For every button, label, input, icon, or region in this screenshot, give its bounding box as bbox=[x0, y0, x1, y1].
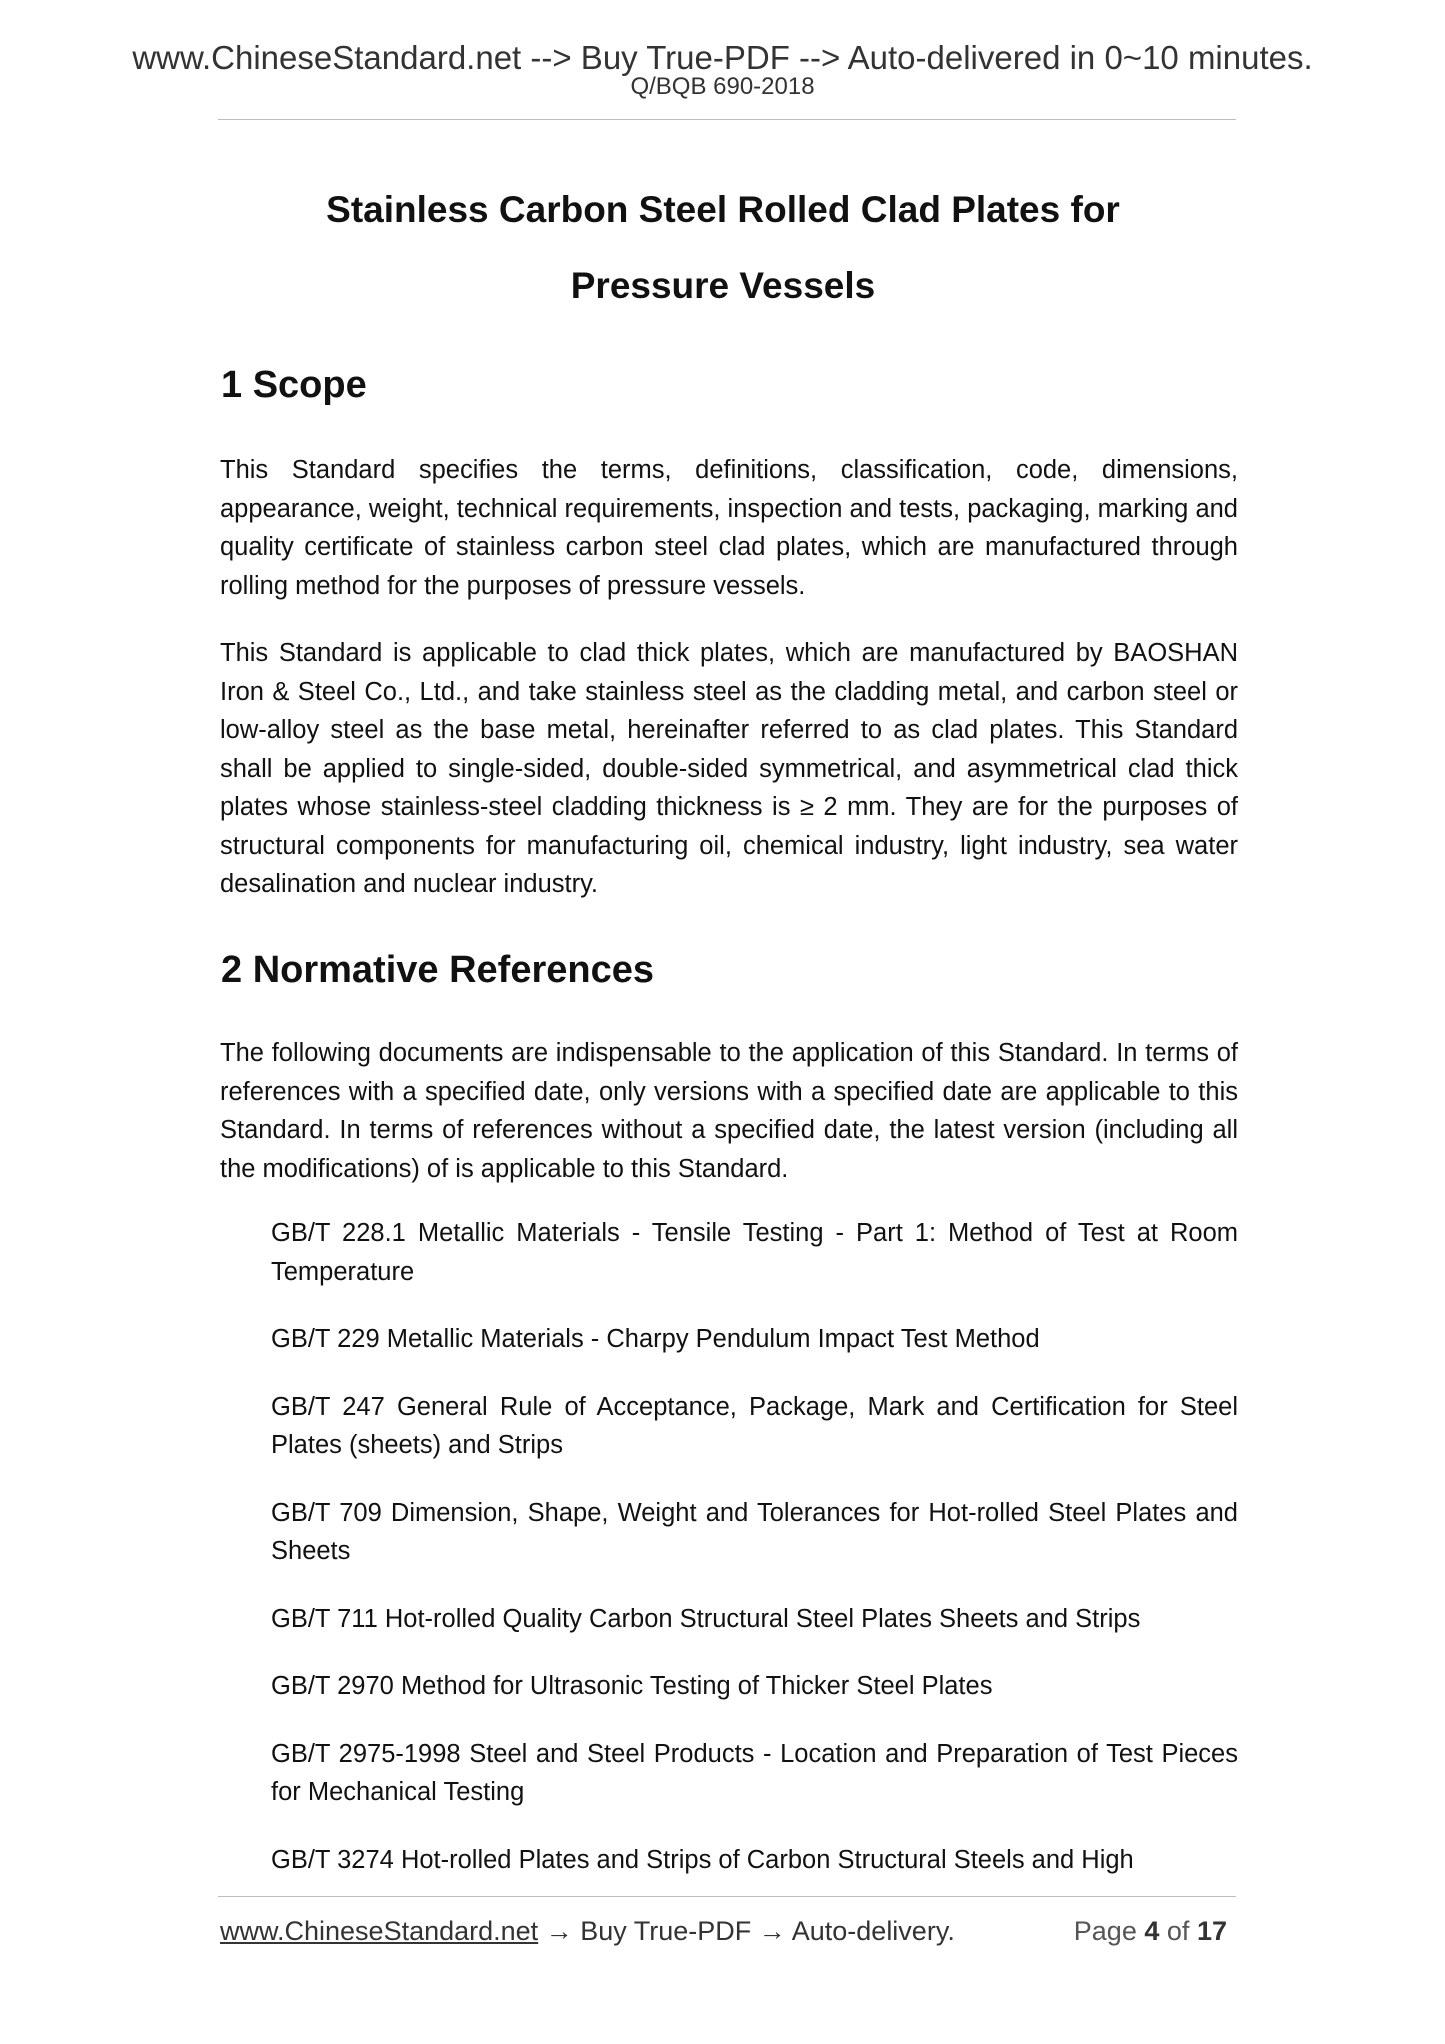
footer-divider bbox=[218, 1896, 1236, 1897]
document-code: Q/BQB 690-2018 bbox=[630, 73, 815, 100]
reference-item: GB/T 228.1 Metallic Materials - Tensile Testing - Part 1: Method of Test at Room Temperature bbox=[271, 1219, 1238, 1286]
reference-item: GB/T 711 Hot-rolled Quality Carbon Structural Steel Plates Sheets and Strips bbox=[271, 1604, 1141, 1633]
page-total: 17 bbox=[1196, 1916, 1227, 1946]
reference-item: GB/T 3274 Hot-rolled Plates and Strips of Carbon Structural Steels and High bbox=[271, 1845, 1134, 1874]
reference-item: GB/T 229 Metallic Materials - Charpy Pendulum Impact Test Method bbox=[271, 1325, 1040, 1353]
references-intro-paragraph: The following documents are indispensable to the application of this Standard. In terms of references with a specified date, only versions with a specified date are applicable to this Standard. In terms of references without a specified date, the latest version (including all the modifications) of is applicable to this Standard. bbox=[220, 1039, 1238, 1183]
title-line-2: Pressure Vessels bbox=[570, 265, 876, 306]
document-title bbox=[218, 172, 1228, 324]
footer-site-link[interactable]: www.ChineseStandard.net bbox=[220, 1916, 539, 1946]
reference-item: GB/T 247 General Rule of Acceptance, Package, Mark and Certification for Steel Plates (sheets) and Strips bbox=[271, 1392, 1238, 1459]
footer-promo-text: → Buy True-PDF → Auto-delivery. bbox=[538, 1916, 955, 1946]
page-of-label: of bbox=[1166, 1916, 1190, 1946]
page-current: 4 bbox=[1144, 1916, 1160, 1946]
footer-promo bbox=[220, 1914, 955, 1948]
title-line-1: Stainless Carbon Steel Rolled Clad Plates for bbox=[326, 189, 1120, 230]
section-heading-scope: 1 Scope bbox=[221, 364, 367, 406]
reference-list bbox=[271, 1214, 1238, 1908]
scope-paragraph-2: This Standard is applicable to clad thick plates, which are manufactured by BAOSHAN Iron & Steel Co., Ltd., and take stainless steel as the cladding metal, and carbon steel or low-alloy steel as the base metal, hereinafter referred to as clad plates. This Standard shall be applied to single-sided, double-sided symmetrical, and asymmetrical clad thick plates whose stainless-steel cladding thickness is ≥ 2 mm. They are for the purposes of structural components for manufacturing oil, chemical industry, light industry, sea water desalination and nuclear industry. bbox=[220, 639, 1238, 898]
header-divider bbox=[218, 119, 1236, 120]
site-banner: www.ChineseStandard.net --> Buy True-PDF --> Auto-delivered in 0~10 minutes. bbox=[132, 39, 1313, 76]
section-heading-normative-references: 2 Normative References bbox=[221, 949, 654, 991]
reference-item: GB/T 2970 Method for Ultrasonic Testing of Thicker Steel Plates bbox=[271, 1672, 993, 1700]
reference-item: GB/T 2975-1998 Steel and Steel Products - Location and Preparation of Test Pieces for Mechanical Testing bbox=[271, 1739, 1238, 1806]
reference-item: GB/T 709 Dimension, Shape, Weight and Tolerances for Hot-rolled Steel Plates and Sheets bbox=[271, 1498, 1238, 1565]
scope-paragraph-1: This Standard specifies the terms, definitions, classification, code, dimensions, appearance, weight, technical requirements, inspection and tests, packaging, marking and quality certificate of stainless carbon steel clad plates, which are manufactured through rolling method for the purposes of pressure vessels. bbox=[220, 456, 1238, 600]
page-label: Page bbox=[1073, 1916, 1137, 1946]
page-indicator bbox=[1074, 1914, 1227, 1948]
